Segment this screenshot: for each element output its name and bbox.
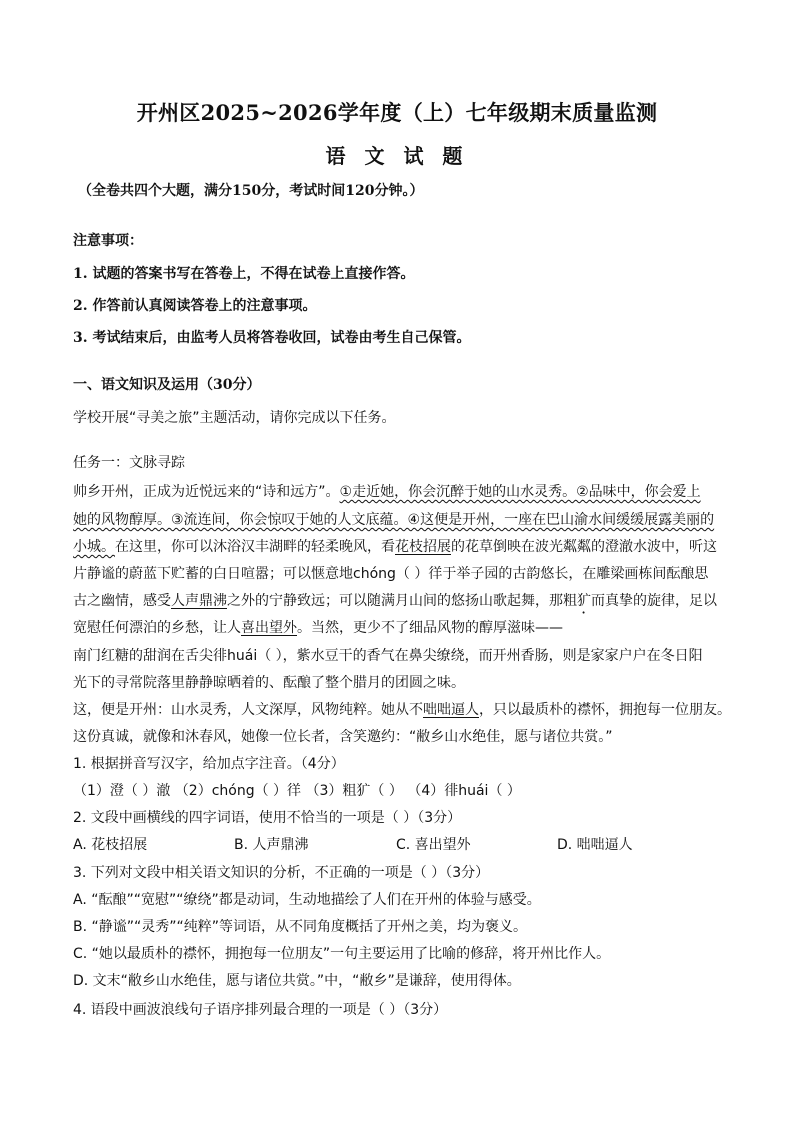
underlined-idiom-d: 咄咄逼人 xyxy=(423,702,479,718)
question-2-option-d: D. 咄咄逼人 xyxy=(557,837,633,853)
exam-scope-note: （全卷共四个大题，满分150分，考试时间120分钟。） xyxy=(78,183,424,199)
underlined-idiom-c: 喜出望外 xyxy=(241,620,297,636)
notice-item-2: 2. 作答前认真阅读答卷上的注意事项。 xyxy=(73,298,317,314)
passage-text: 帅乡开州，正成为近悦远来的“诗和远方”。 xyxy=(73,484,340,500)
wavy-sentences: 小城。 xyxy=(73,539,115,555)
question-2-option-a: A. 花枝招展 xyxy=(73,837,148,853)
underlined-idiom-b: 人声鼎沸 xyxy=(171,593,227,609)
passage-text: 之外的宁静致远；可以随满月山间的悠扬山歌起舞，那粗 xyxy=(227,593,577,609)
wavy-sentences: ①走近她，你会沉醉于她的山水灵秀。②品味中，你会爱上 xyxy=(339,484,701,500)
passage-line-4: 片静谧的蔚蓝下贮蓄的白日喧嚣；可以惬意地chóng（ ）徉于举子园的古韵悠长，在雕梁画栋间酝酿思 xyxy=(73,566,709,582)
passage-line-3 xyxy=(73,536,717,556)
wavy-sentences: 她的风物醇厚。③流连间，你会惊叹于她的人文底蕴。④这便是开州，一座在巴山渝水间缓缓展露美丽的 xyxy=(73,512,715,528)
passage-text: 宽慰任何漂泊的乡愁，让人 xyxy=(73,620,241,636)
question-1-blanks: （1）澄（ ）澈 （2）chóng（ ）徉 （3）粗犷（ ） （4）徘huái（ ） xyxy=(73,783,521,799)
section-1-heading: 一、语文知识及运用（30分） xyxy=(73,377,261,393)
passage-text: 的花草倒映在波光粼粼的澄澈水波中，听这 xyxy=(451,539,717,555)
passage-line-2 xyxy=(73,509,714,529)
notice-heading: 注意事项： xyxy=(73,233,143,249)
question-2: 2. 文段中画横线的四字词语，使用不恰当的一项是（ ）（3分） xyxy=(73,810,462,826)
question-3-option-d: D. 文末“敝乡山水绝佳，愿与诸位共赏。”中，“敝乡”是谦辞，使用得体。 xyxy=(73,973,521,989)
question-3-option-a: A. “酝酿”“宽慰”“缭绕”都是动词，生动地描绘了人们在开州的体验与感受。 xyxy=(73,892,541,908)
passage-line-7: 南门红糖的甜润在舌尖徘huái（ ），紫水豆干的香气在鼻尖缭绕，而开州香肠，则是家家户户在冬日阳 xyxy=(73,648,703,664)
passage-line-9 xyxy=(73,699,731,719)
exam-title: 开州区2025~2026学年度（上）七年级期末质量监测 xyxy=(136,100,658,125)
question-2-option-c: C. 喜出望外 xyxy=(396,837,471,853)
notice-item-1: 1. 试题的答案书写在答卷上，不得在试卷上直接作答。 xyxy=(73,266,415,282)
question-3-option-b: B. “静谧”“灵秀”“纯粹”等词语，从不同角度概括了开州之美，均为褒义。 xyxy=(73,919,528,935)
section-1-intro: 学校开展“寻美之旅”主题活动，请你完成以下任务。 xyxy=(73,410,396,426)
passage-text: 这，便是开州：山水灵秀，人文深厚，风物纯粹。她从不 xyxy=(73,702,423,718)
dotted-character: 犷 xyxy=(577,593,591,609)
passage-text: 。当然，更少不了细品风物的醇厚滋味—— xyxy=(297,620,563,636)
passage-text: 在这里，你可以沐浴汉丰湖畔的轻柔晚风，看 xyxy=(115,539,395,555)
passage-text: 古之幽情，感受 xyxy=(73,593,171,609)
question-2-option-b: B. 人声鼎沸 xyxy=(234,837,309,853)
underlined-idiom-a: 花枝招展 xyxy=(395,539,451,555)
question-4: 4. 语段中画波浪线句子语序排列最合理的一项是（ ）（3分） xyxy=(73,1002,448,1018)
passage-line-5 xyxy=(73,590,717,617)
notice-item-3: 3. 考试结束后，由监考人员将答卷收回，试卷由考生自己保管。 xyxy=(73,330,471,346)
question-3: 3. 下列对文段中相关语文知识的分析，不正确的一项是（ ）（3分） xyxy=(73,865,490,881)
question-3-option-c: C. “她以最质朴的襟怀，拥抱每一位朋友”一句主要运用了比喻的修辞，将开州比作人。 xyxy=(73,946,611,962)
passage-line-8: 光下的寻常院落里静静晾晒着的、酝酿了整个腊月的团圆之味。 xyxy=(73,675,465,691)
passage-line-6 xyxy=(73,617,563,637)
passage-text: 而真挚的旋律，足以 xyxy=(591,593,717,609)
passage-text: ，只以最质朴的襟怀，拥抱每一位朋友。 xyxy=(479,702,731,718)
question-1: 1. 根据拼音写汉字，给加点字注音。（4分） xyxy=(73,756,345,772)
exam-subject-title: 语 文 试 题 xyxy=(325,144,469,168)
passage-line-10: 这份真诚，就像和沐春风，她像一位长者，含笑邀约：“敝乡山水绝佳，愿与诸位共赏。” xyxy=(73,729,613,745)
task-1-heading: 任务一：文脉寻踪 xyxy=(73,455,185,471)
passage-line-1 xyxy=(73,481,701,501)
